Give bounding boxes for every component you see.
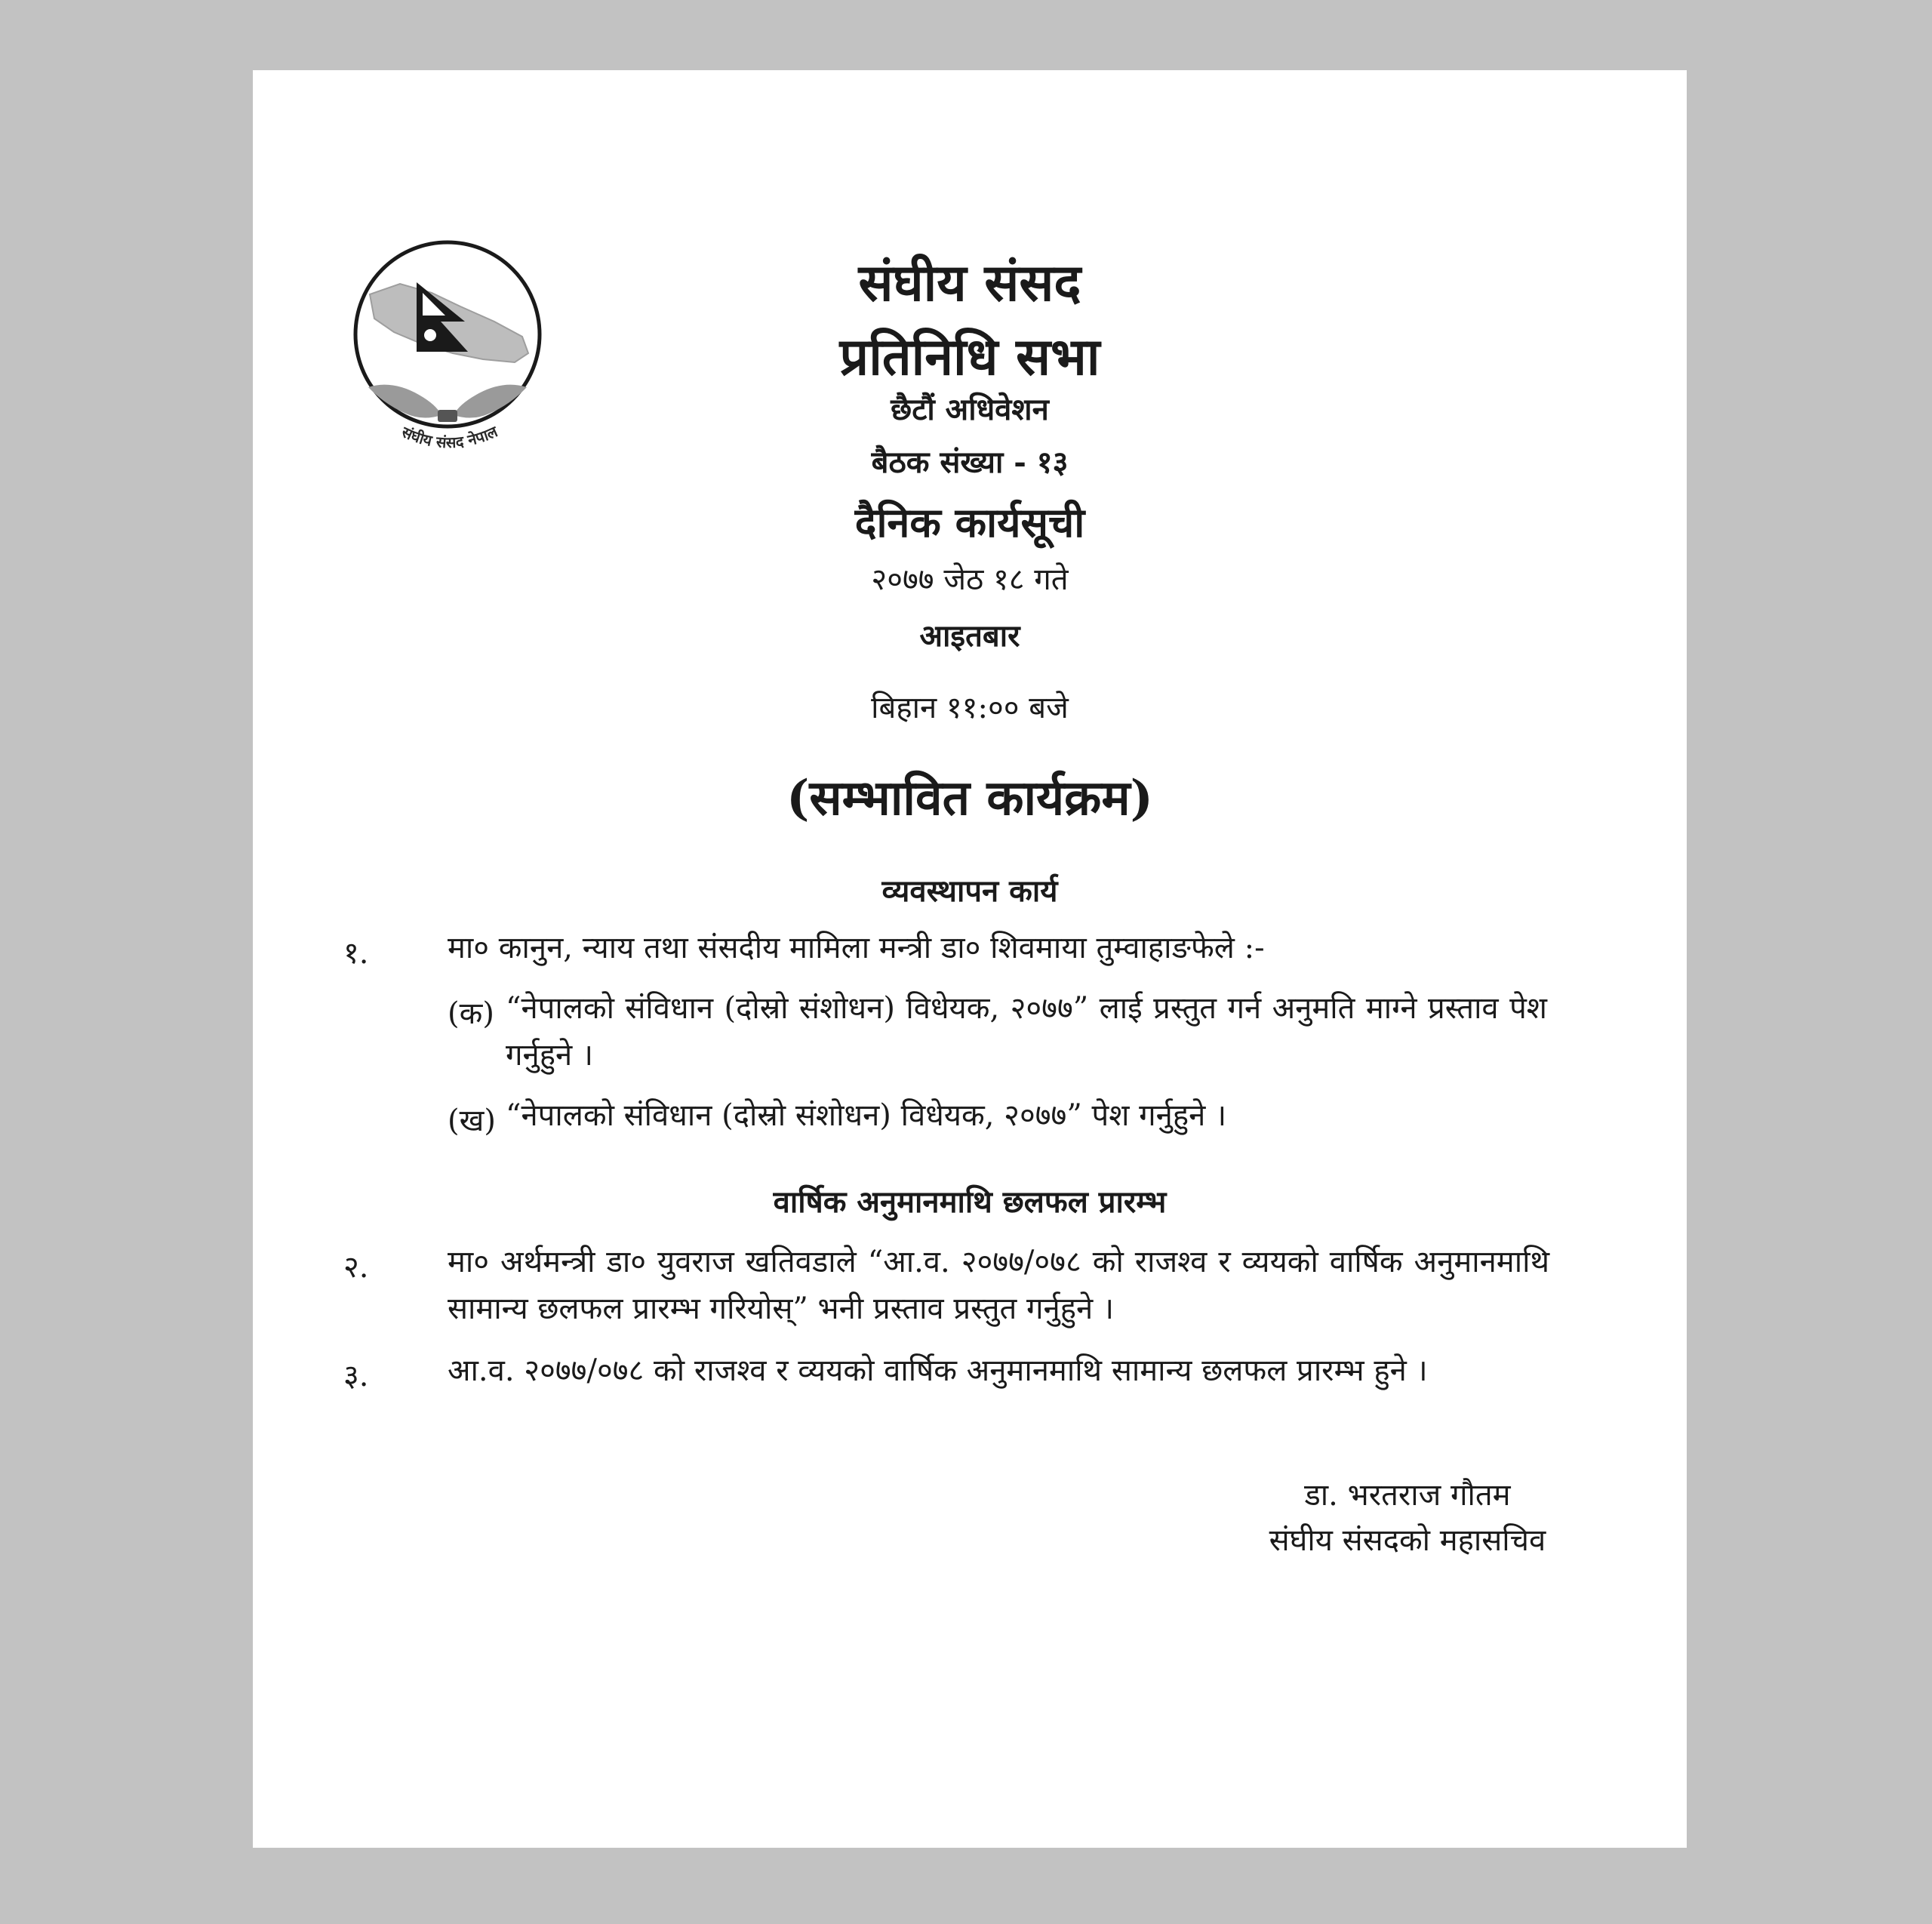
item-text: आ.व. २०७७/०७८ को राजश्व र व्ययको वार्षिक अनुमानमाथि सामान्य छलफल प्रारम्भ हुने । bbox=[448, 1353, 1428, 1388]
seal-text: संघीय संसद नेपाल bbox=[398, 422, 500, 452]
signatory-name: डा. भरतराज गौतम bbox=[1304, 1478, 1511, 1513]
meeting-number: बैठक संख्या - १३ bbox=[871, 445, 1069, 480]
page-title: संघीय संसद bbox=[858, 253, 1081, 313]
day-text: आइतबार bbox=[919, 618, 1020, 654]
program-heading: (सम्भावित कार्यक्रम) bbox=[786, 770, 1153, 827]
item-text: मा० कानुन, न्याय तथा संसदीय मामिला मन्त्री डा० शिवमाया तुम्वाहाङफेले :- bbox=[448, 931, 1265, 965]
subitem-label: (क) bbox=[448, 996, 494, 1031]
session-name: छैटौं अधिवेशन bbox=[891, 392, 1049, 427]
subitem-label: (ख) bbox=[448, 1104, 496, 1138]
section-heading: व्यवस्थापन कार्य bbox=[881, 873, 1058, 909]
section-heading: वार्षिक अनुमानमाथि छलफल प्रारम्भ bbox=[773, 1184, 1167, 1220]
item-number: ३. bbox=[343, 1359, 369, 1393]
date-text: २०७७ जेठ १८ गते bbox=[871, 562, 1069, 597]
item-text: मा० अर्थमन्त्री डा० युवराज खतिवडाले “आ.व. २०७७/०७८ को राजश्व र व्ययको वार्षिक अनुमानमाथि सामान्य छलफल प्रारम्भ गरियोस्” भनी प्रस्ताव प्रस्तुत गर्नुहुने । bbox=[448, 1245, 1549, 1326]
item-number: २. bbox=[343, 1250, 369, 1285]
time-text: बिहान ११:०० बजे bbox=[871, 691, 1069, 725]
item-number: १. bbox=[343, 936, 369, 971]
subitem-text: “नेपालको संविधान (दोस्रो संशोधन) विधेयक, २०७७” लाई प्रस्तुत गर्न अनुमति माग्ने प्रस्ताव पेश गर्नुहुने । bbox=[506, 991, 1547, 1073]
subitem-text: “नेपालको संविधान (दोस्रो संशोधन) विधेयक, २०७७” पेश गर्नुहुने । bbox=[506, 1098, 1227, 1133]
document-page bbox=[253, 70, 1687, 1848]
agenda-title: दैनिक कार्यसूची bbox=[854, 498, 1085, 546]
signatory-title: संघीय संसदको महासचिव bbox=[1269, 1523, 1546, 1558]
house-name: प्रतिनिधि सभा bbox=[839, 327, 1100, 387]
